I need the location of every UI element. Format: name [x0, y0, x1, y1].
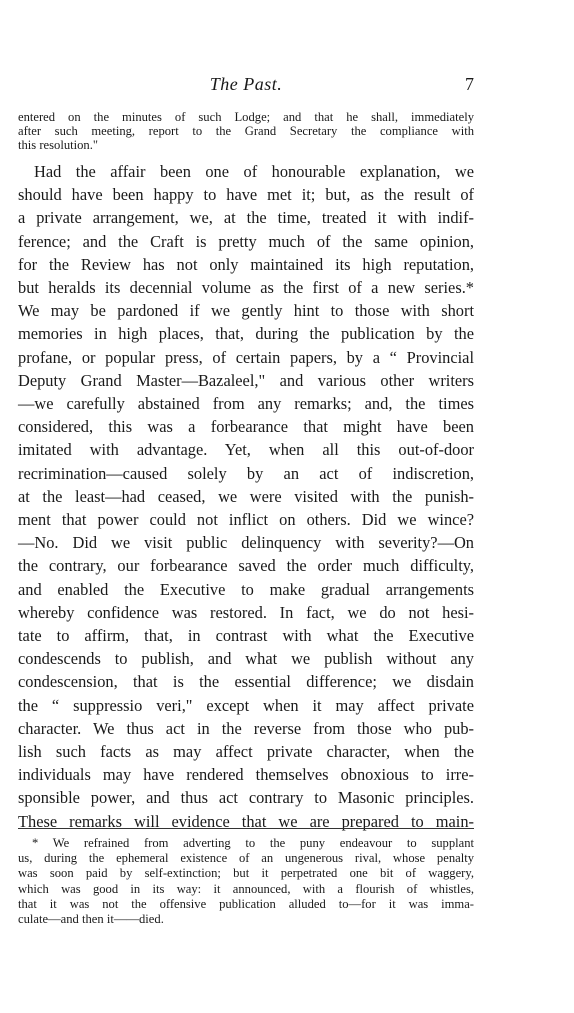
- text-line: imitated with advantage. Yet, when all this out-of-door: [18, 440, 474, 460]
- text-line: Had the affair been one of honourable explanation, we: [34, 162, 474, 181]
- text-line: —we carefully abstained from any remarks; and, the times: [18, 394, 474, 414]
- text-line: These remarks will evidence that we are prepared to main-: [18, 811, 474, 831]
- text-line: memories in high places, that, during the publication by the: [18, 324, 474, 344]
- text-line: We may be pardoned if we gently hint to those with short: [18, 301, 474, 321]
- text-line: culate—and then it——died.: [18, 912, 164, 927]
- text-line: ference; and the Craft is pretty much of the same opinion,: [18, 231, 474, 251]
- running-head: [18, 74, 474, 98]
- text-line: the “ suppressio veri," except when it may affect private: [18, 695, 474, 715]
- page-number: 7: [465, 74, 474, 94]
- text-line: but heralds its decennial volume as the first of a new series.*: [18, 278, 474, 298]
- footnote-rule: [18, 828, 474, 829]
- text-line: considered, this was a forbearance that might have been: [18, 417, 474, 437]
- text-line: —No. Did we visit public delinquency with severity?—On: [18, 533, 474, 553]
- text-line: lish such facts as may affect private character, when the: [18, 742, 474, 762]
- quoted-resolution: [18, 110, 474, 152]
- text-line: condescends to publish, and what we publish without any: [18, 649, 474, 669]
- text-line: ment that power could not inflict on others. Did we wince?: [18, 510, 474, 530]
- text-line: was soon paid by self-extinction; but it perpetrated one bit of waggery,: [18, 866, 474, 881]
- text-line: * We refrained from adverting to the puny endeavour to supplant: [32, 836, 474, 850]
- text-line: individuals may have rendered themselves obnoxious to irre-: [18, 765, 474, 785]
- footnote: [18, 836, 474, 927]
- text-line: condescension, that is the essential difference; we disdain: [18, 672, 474, 692]
- text-line: profane, or popular press, of certain papers, by a “ Provincial: [18, 347, 474, 367]
- text-line: Deputy Grand Master—Bazaleel," and various other writers: [18, 370, 474, 390]
- text-line: sponsible power, and thus act contrary to Masonic principles.: [18, 788, 474, 808]
- text-line: at the least—had ceased, we were visited with the punish-: [18, 486, 474, 506]
- text-line: the contrary, our forbearance saved the order much difficulty,: [18, 556, 474, 576]
- running-title: The Past.: [209, 74, 283, 94]
- text-line: recrimination—caused solely by an act of indiscretion,: [18, 463, 474, 483]
- text-line: should have been happy to have met it; but, as the result of: [18, 185, 474, 205]
- text-line: after such meeting, report to the Grand Secretary the compliance with: [18, 124, 474, 138]
- text-line: this resolution.": [18, 138, 99, 152]
- text-line: us, during the ephemeral existence of an ungenerous rival, whose penalty: [18, 851, 474, 866]
- body-paragraph: [18, 160, 474, 833]
- text-line: that it was not the offensive publication alluded to—for it was imma-: [18, 896, 474, 911]
- text-line: entered on the minutes of such Lodge; and that he shall, immediately: [18, 110, 474, 124]
- text-line: and enabled the Executive to make gradual arrangements: [18, 579, 474, 599]
- text-line: character. We thus act in the reverse from those who pub-: [18, 718, 474, 738]
- text-line: a private arrangement, we, at the time, treated it with indif-: [18, 208, 474, 228]
- text-line: whereby confidence was restored. In fact, we do not hesi-: [18, 602, 474, 622]
- text-line: which was good in its way: it announced, with a flourish of whistles,: [18, 881, 474, 896]
- text-line: for the Review has not only maintained its high reputation,: [18, 254, 474, 274]
- text-line: tate to affirm, that, in contrast with what the Executive: [18, 626, 474, 646]
